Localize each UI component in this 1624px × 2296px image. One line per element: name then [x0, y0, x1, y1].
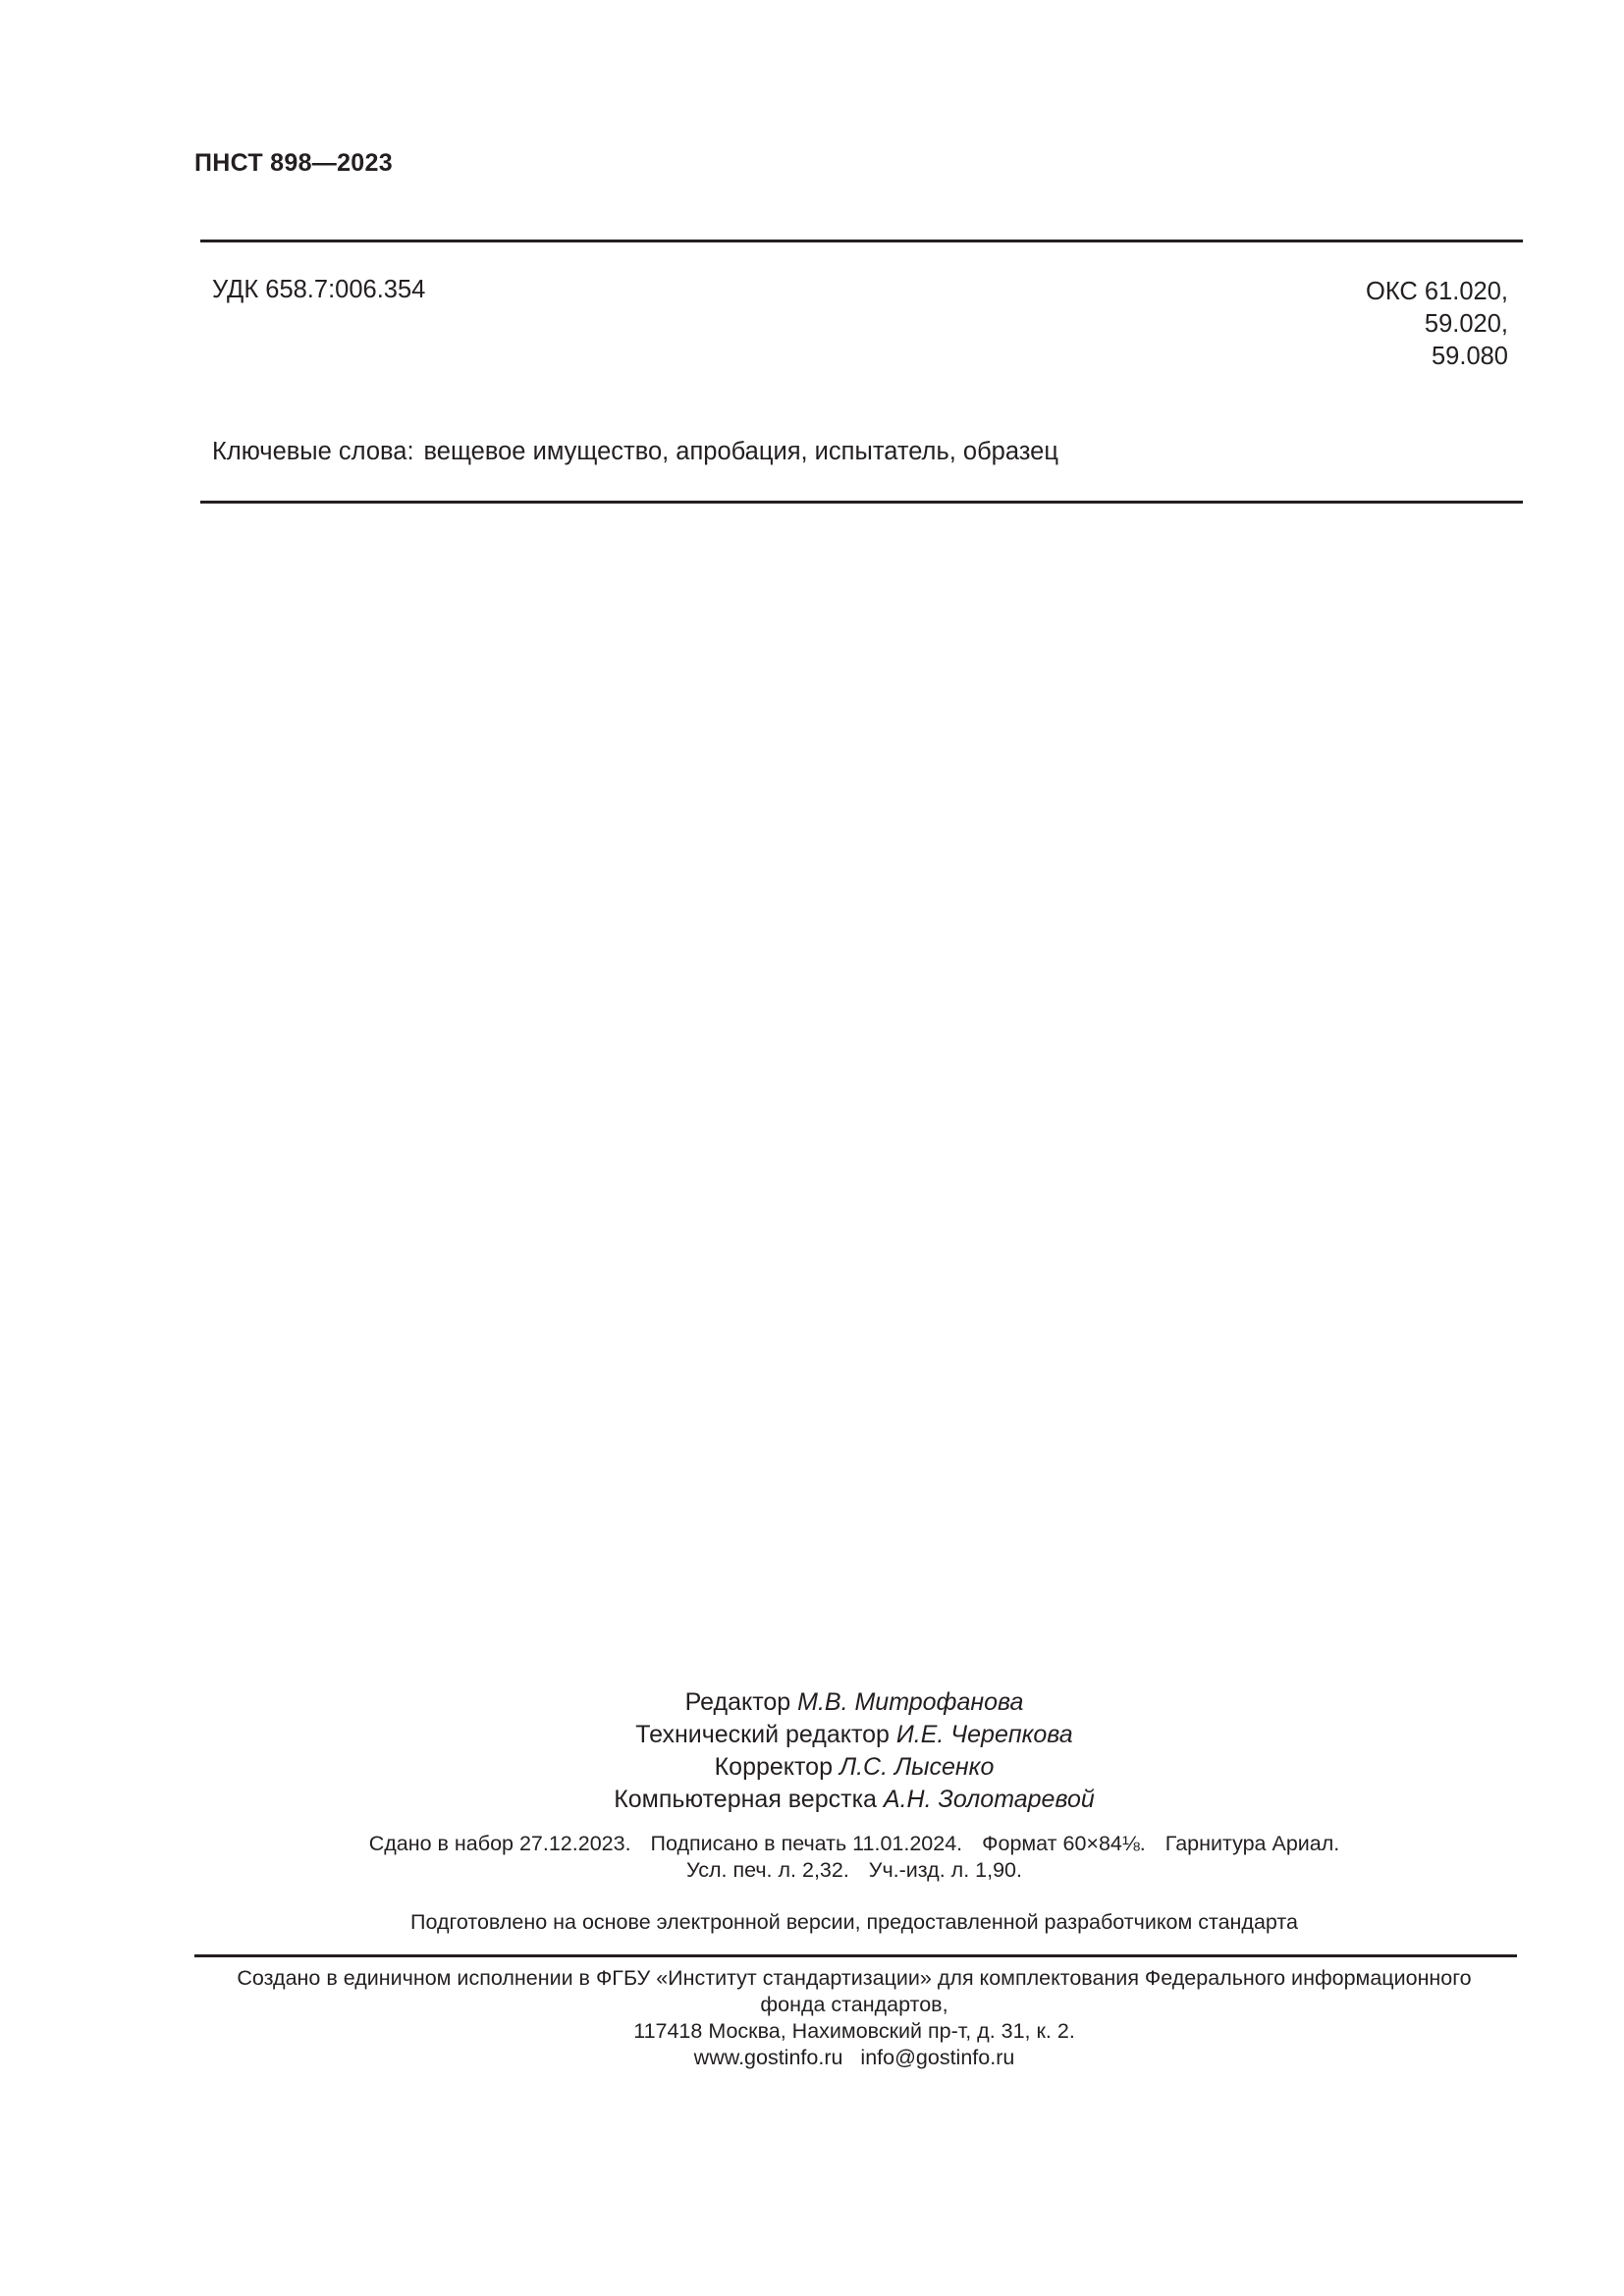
oks-codes	[1366, 276, 1508, 373]
staff-role: Корректор	[714, 1753, 833, 1781]
website-link: www.gostinfo.ru	[693, 2046, 843, 2069]
staff-row-tech-editor	[0, 1719, 1624, 1751]
edit-sheets: Уч.-изд. л. 1,90.	[868, 1858, 1022, 1882]
keywords-line	[212, 438, 1058, 466]
print-info-row-1	[0, 1831, 1624, 1857]
staff-row-layout	[0, 1784, 1624, 1816]
staff-row-corrector	[0, 1751, 1624, 1784]
staff-row-editor	[0, 1686, 1624, 1719]
oks-line: 59.020,	[1424, 310, 1508, 338]
footer-line-2: фонда стандартов,	[760, 1993, 948, 2016]
top-divider	[200, 240, 1523, 242]
udk-code: УДК 658.7:006.354	[212, 276, 426, 303]
footer-line-1: Создано в единичном исполнении в ФГБУ «Институт стандартизации» для комплектования Федерального информационного	[237, 1966, 1472, 1990]
footer-contacts	[0, 2045, 1624, 2071]
oks-line: ОКС 61.020,	[1366, 278, 1508, 305]
document-code: ПНСТ 898—2023	[194, 149, 393, 177]
publisher-footer	[0, 1965, 1624, 2071]
staff-name: Л.С. Лысенко	[839, 1753, 995, 1781]
keywords-label: Ключевые слова:	[212, 438, 414, 465]
signed-date: Подписано в печать 11.01.2024.	[650, 1832, 963, 1855]
staff-name: И.Е. Черепкова	[895, 1721, 1073, 1748]
typeface: Гарнитура Ариал.	[1164, 1832, 1340, 1855]
staff-role: Компьютерная верстка	[614, 1786, 877, 1813]
footer-address: 117418 Москва, Нахимовский пр-т, д. 31, к. 2.	[633, 2019, 1075, 2043]
staff-role: Технический редактор	[635, 1721, 890, 1748]
middle-divider	[200, 501, 1523, 504]
staff-role: Редактор	[684, 1688, 791, 1716]
staff-name: М.В. Митрофанова	[797, 1688, 1024, 1716]
print-sheets: Усл. печ. л. 2,32.	[686, 1858, 849, 1882]
prepared-note: Подготовлено на основе электронной версии, предоставленной разработчиком стандарта	[410, 1910, 1298, 1934]
email-link: info@gostinfo.ru	[860, 2046, 1015, 2069]
print-info	[0, 1831, 1624, 1884]
print-info-row-2	[0, 1857, 1624, 1884]
bottom-divider	[194, 1954, 1517, 1957]
submitted-date: Сдано в набор 27.12.2023.	[368, 1832, 631, 1855]
oks-line: 59.080	[1432, 343, 1508, 370]
keywords-text: вещевое имущество, апробация, испытатель, образец	[423, 438, 1058, 465]
staff-credits	[0, 1686, 1624, 1816]
staff-name: А.Н. Золотаревой	[883, 1786, 1095, 1813]
print-format: Формат 60×84⅛.	[982, 1832, 1146, 1855]
